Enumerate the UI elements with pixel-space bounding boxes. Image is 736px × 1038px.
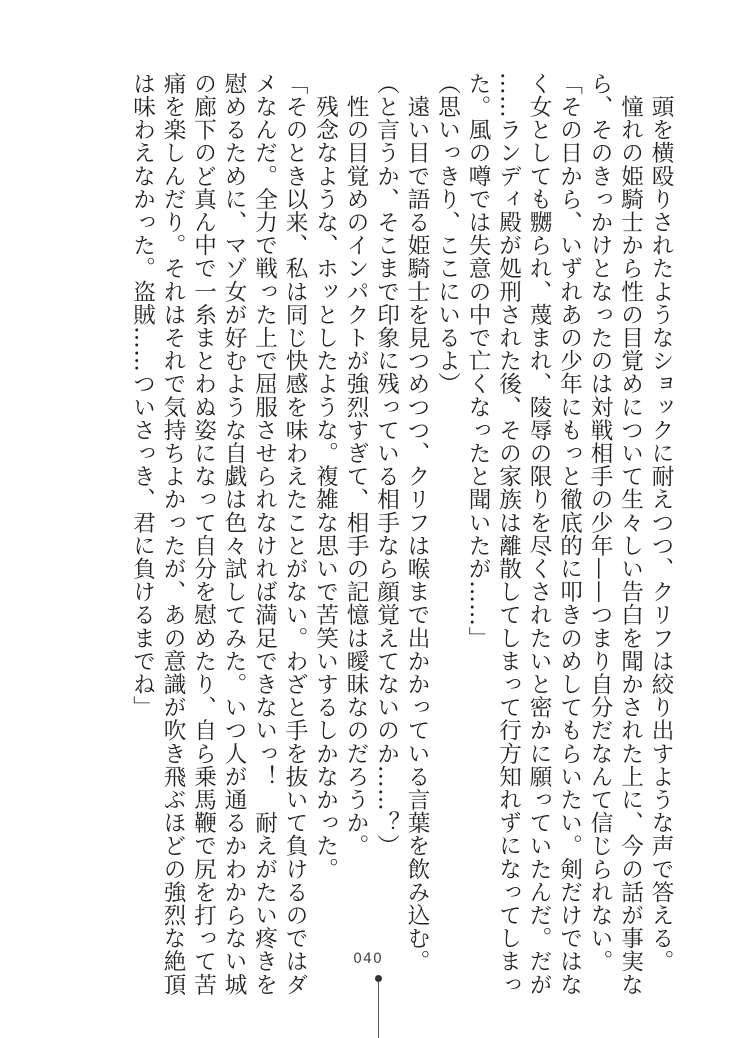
text-line: メなんだ。全力で戦った上で屈服させられなければ満足できないっ！ 耐えがたい疼きを (251, 72, 278, 996)
text-line: 遠い目で語る姫騎士を見つめつつ、クリフは喉まで出かかっている言葉を飲み込む。 (404, 72, 430, 973)
page-marker-icon (375, 975, 381, 1038)
text-line: 頭を横殴りされたようなショックに耐えつつ、クリフは絞り出すような声で答える。 (648, 72, 674, 973)
text-line: 残念なような、ホッとしたような。複雑な思いで苦笑いするしかなかった。 (312, 72, 339, 881)
text-line: 痛を楽しんだり。それはそれで気持ちよかったが、あの意識が吹き飛ぶほどの強烈な絶頂 (160, 72, 186, 996)
text-line: 憧れの姫騎士から性の目覚めについて生々しい告白を聞かされた上に、今の話が事実な (617, 72, 644, 996)
text-line: た。風の噂では失意の中で亡くなったと聞いたが……」 (465, 72, 491, 650)
text-line: 「その日から、いずれあの少年にもっと徹底的に叩きのめしてもらいたい。剣だけではな (556, 72, 583, 996)
text-line: 「そのとき以来、私は同じ快感を味わえたことがない。わざと手を抜いて負けるのではダ (282, 72, 308, 996)
page-number: 040 (353, 951, 383, 967)
text-line: ……ランディ殿が処刑された後、その家族は離散してしまって行方知れずになってしまっ (495, 72, 522, 996)
text-line: の廊下のど真ん中で一糸まとわぬ姿になって自分を慰めたり、自ら乗馬鞭で尻を打って苦 (190, 72, 217, 996)
text-line: ら、そのきっかけとなったのは対戦相手の少年——つまり自分だなんて信じられない。 (587, 72, 613, 973)
text-line: 慰めるために、マゾ女が好むような自戯は色々試してみた。いつ人が通るかわからない城 (221, 72, 247, 996)
text-line: （と言うか、そこまで印象に残っている相手なら顔覚えてないのか……？） (373, 72, 400, 858)
text-line: （思いっきり、ここにいるよ） (434, 72, 461, 396)
text-line: は味わえなかった。盗賊……ついさっき、君に負けるまでね」 (129, 72, 156, 719)
text-line: く女としても嬲られ、蔑まれ、陵辱の限りを尽くされたいと密かに願っていたんだ。だが (526, 72, 552, 996)
text-line: 性の目覚めのインパクトが強烈すぎて、相手の記憶は曖昧なのだろうか。 (343, 72, 369, 858)
